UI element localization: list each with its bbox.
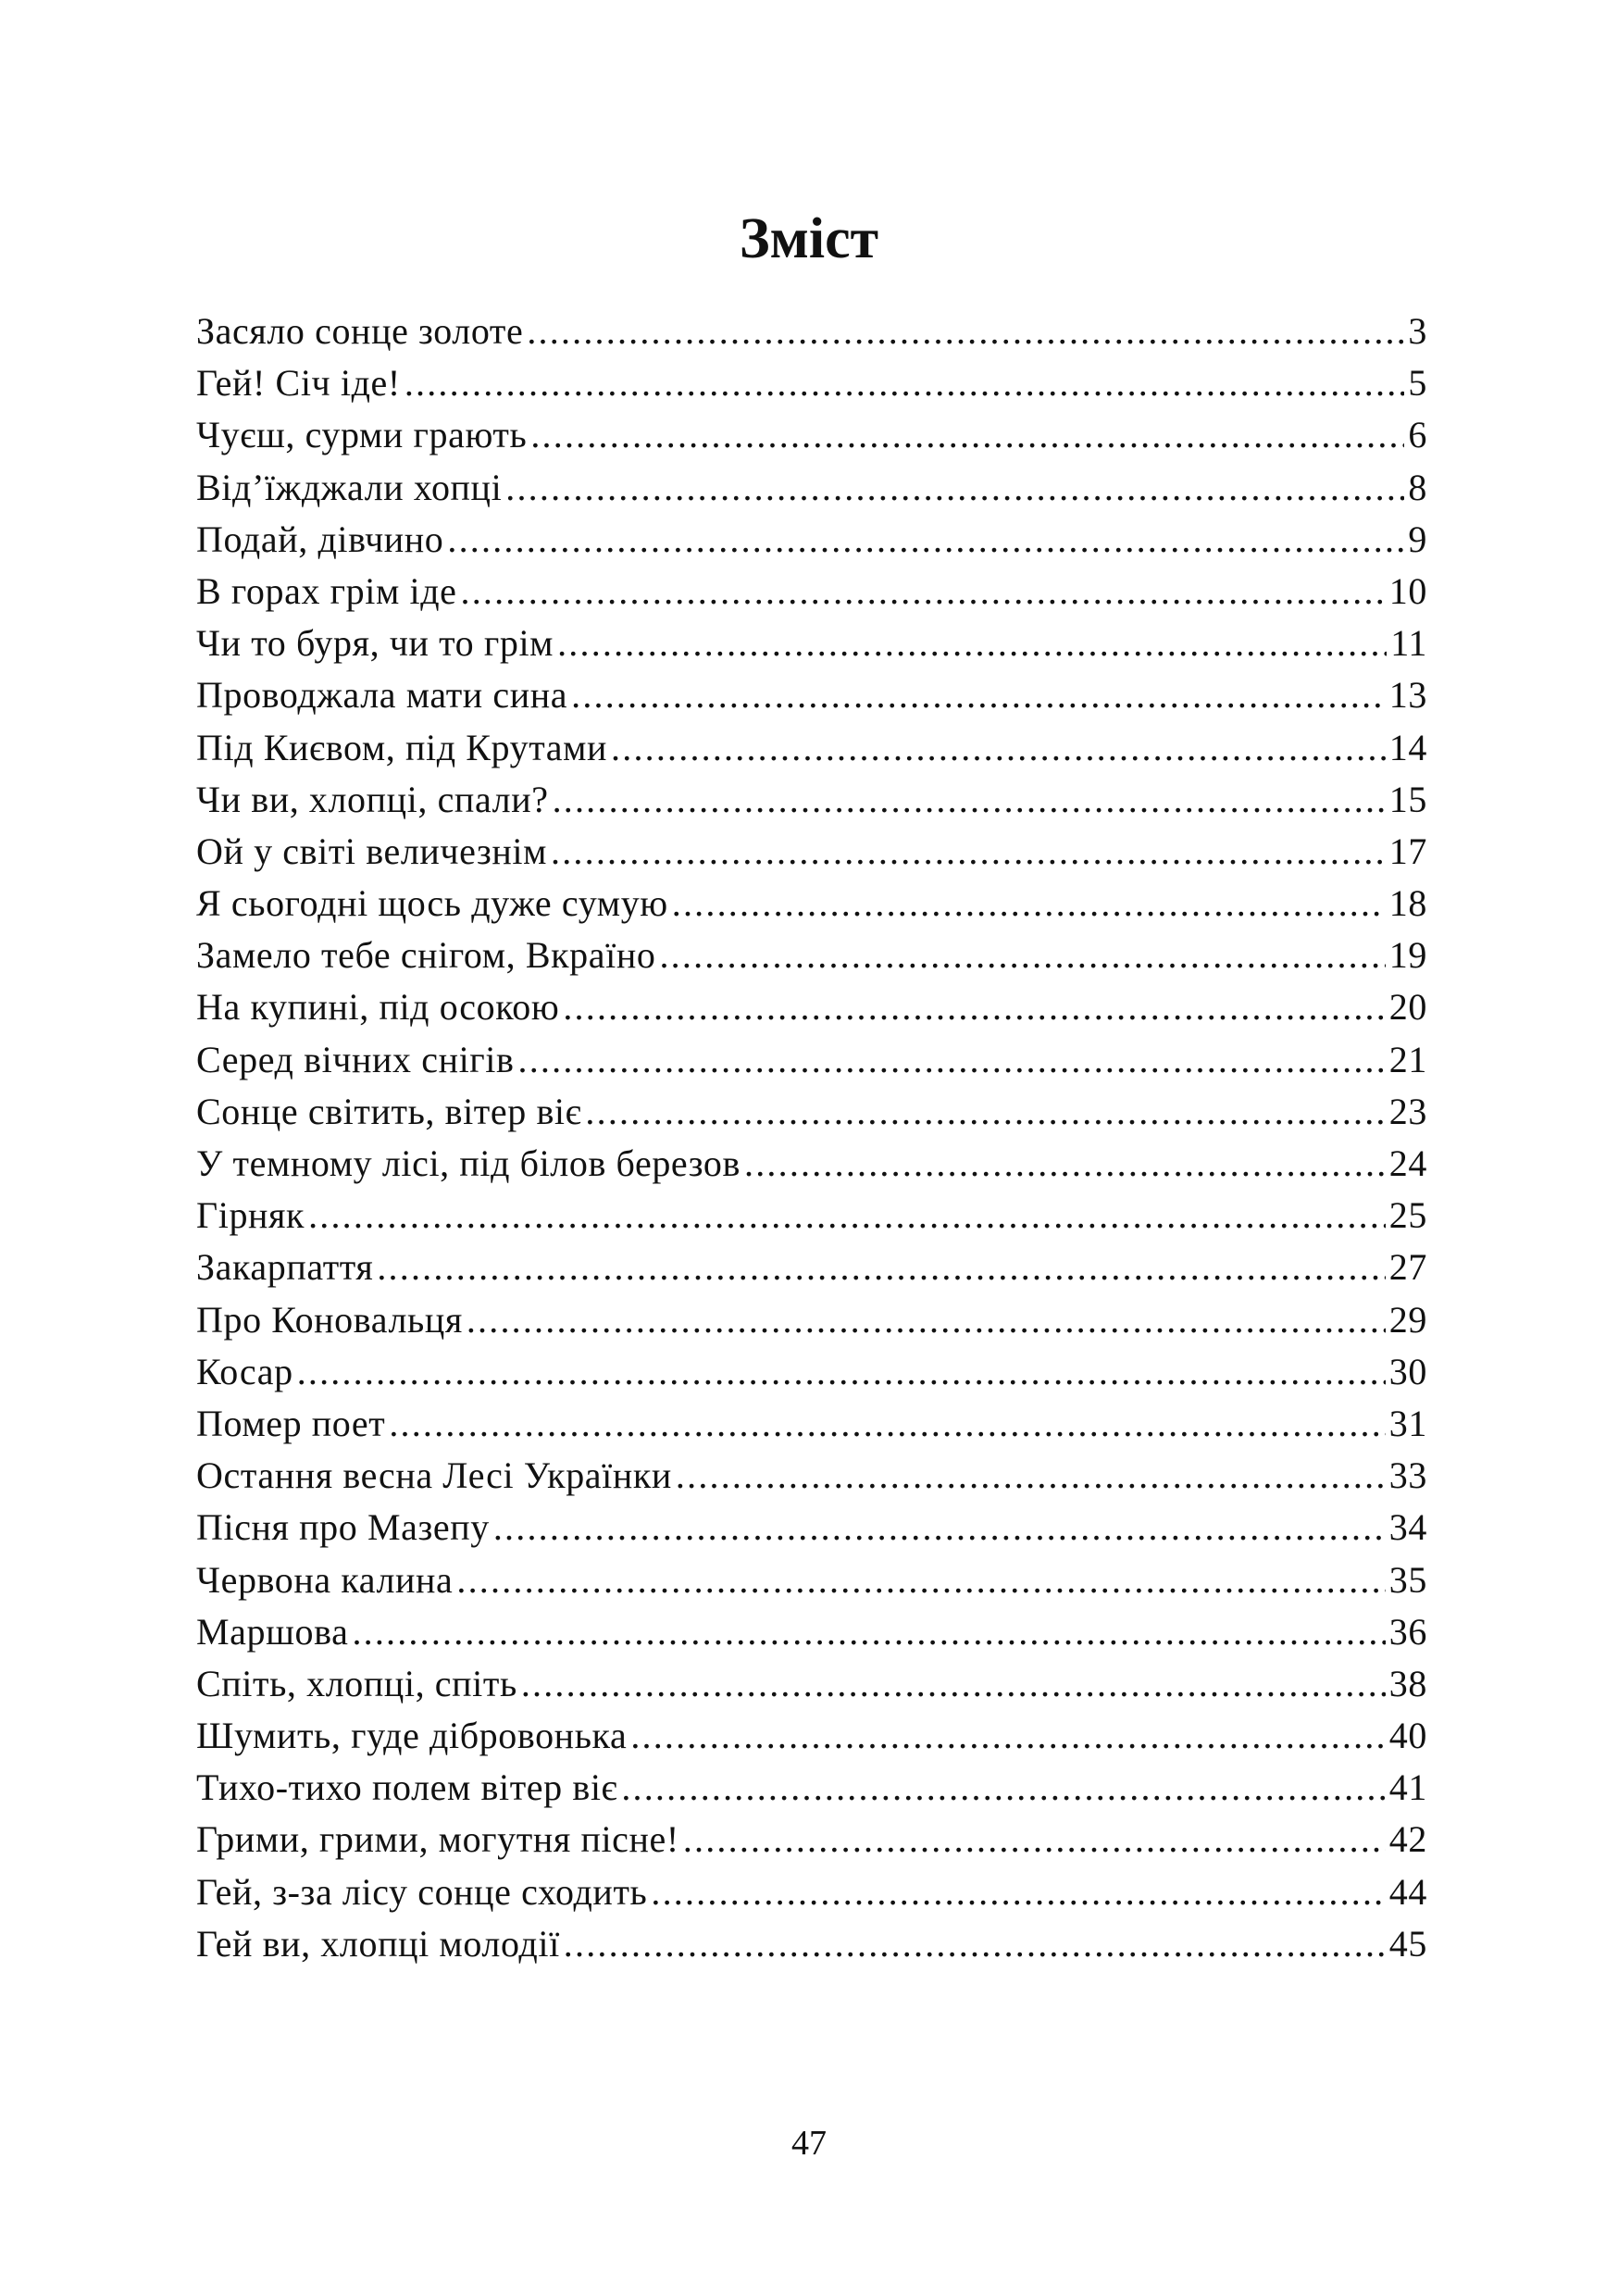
- toc-entry-title: У темному лісі, під білов березов: [196, 1142, 741, 1184]
- toc-dot-leader: [553, 774, 1386, 826]
- toc-entry: [196, 1762, 1427, 1814]
- toc-entry-title: Пісня про Мазепу: [196, 1506, 490, 1549]
- toc-entry-page: 25: [1388, 1194, 1427, 1237]
- toc-entry-title: Гей! Січ іде!: [196, 362, 401, 405]
- toc-entry: [196, 1398, 1427, 1450]
- toc-entry-title: Чуєш, сурми грають: [196, 414, 528, 456]
- toc-entry-page: 11: [1390, 622, 1427, 665]
- toc-dot-leader: [447, 514, 1404, 566]
- toc-dot-leader: [467, 1294, 1386, 1346]
- toc-entry-page: 41: [1388, 1766, 1427, 1809]
- toc-dot-leader: [564, 1918, 1386, 1970]
- toc-dot-leader: [521, 1658, 1386, 1710]
- toc-dot-leader: [530, 409, 1404, 461]
- toc-entry: [196, 409, 1427, 461]
- toc-entry-title: Гірняк: [196, 1194, 305, 1237]
- toc-entry: [196, 357, 1427, 409]
- toc-entry: [196, 566, 1427, 618]
- toc-entry-title: Ой у світі величезнім: [196, 830, 548, 872]
- toc-entry: [196, 1502, 1427, 1554]
- toc-entry-title: Косар: [196, 1350, 293, 1392]
- toc-entry: [196, 774, 1427, 826]
- toc-dot-leader: [505, 462, 1404, 514]
- toc-entry: [196, 981, 1427, 1033]
- toc-entry-page: 30: [1388, 1350, 1427, 1392]
- toc-dot-leader: [563, 981, 1385, 1033]
- toc-dot-leader: [461, 566, 1386, 618]
- toc-dot-leader: [651, 1866, 1385, 1918]
- toc-entry-page: 27: [1388, 1246, 1427, 1289]
- toc-dot-leader: [585, 1086, 1385, 1138]
- toc-dot-leader: [493, 1502, 1386, 1554]
- toc-entry: [196, 1294, 1427, 1346]
- toc-entry-title: Серед вічних снігів: [196, 1038, 515, 1080]
- toc-entry-title: Остання весна Лесі Українки: [196, 1454, 672, 1497]
- toc-dot-leader: [377, 1242, 1385, 1293]
- toc-entry-title: Чи ви, хлопці, спали?: [196, 778, 549, 820]
- toc-dot-leader: [630, 1710, 1385, 1762]
- toc-entry: [196, 826, 1427, 878]
- toc-entry: [196, 1138, 1427, 1190]
- toc-entry-page: 8: [1408, 466, 1427, 508]
- toc-entry-title: Шумить, гуде дібровонька: [196, 1715, 628, 1757]
- toc-dot-leader: [683, 1814, 1386, 1866]
- toc-entry-page: 5: [1408, 362, 1427, 405]
- toc-entry-title: Гей, з-за лісу сонце сходить: [196, 1870, 648, 1913]
- toc-entry-page: 23: [1388, 1090, 1427, 1132]
- toc-entry-page: 3: [1408, 310, 1427, 352]
- toc-entry-title: Маршова: [196, 1610, 349, 1653]
- toc-dot-leader: [308, 1190, 1386, 1242]
- toc-entry-page: 45: [1388, 1922, 1427, 1965]
- toc-entry-title: Подай, дівчино: [196, 518, 444, 560]
- toc-entry-page: 10: [1388, 569, 1427, 612]
- toc-dot-leader: [352, 1606, 1385, 1658]
- toc-entry-page: 35: [1388, 1558, 1427, 1601]
- toc-entry: [196, 462, 1427, 514]
- toc-dot-leader: [551, 826, 1386, 878]
- toc-entry-page: 42: [1388, 1818, 1427, 1861]
- toc-entry: [196, 1918, 1427, 1970]
- toc-entry-page: 19: [1388, 934, 1427, 977]
- toc-entry-page: 9: [1408, 518, 1427, 560]
- toc-entry: [196, 1034, 1427, 1086]
- toc-dot-leader: [389, 1398, 1385, 1450]
- toc-entry: [196, 1450, 1427, 1502]
- toc-entry: [196, 514, 1427, 566]
- toc-entry-page: 40: [1388, 1715, 1427, 1757]
- toc-entry-title: Замело тебе снігом, Вкраїно: [196, 934, 656, 977]
- toc-entry: [196, 1190, 1427, 1242]
- toc-entry: [196, 722, 1427, 774]
- toc-dot-leader: [527, 306, 1404, 357]
- toc-entry-title: Проводжала мати сина: [196, 674, 568, 717]
- page-number: 47: [791, 2124, 827, 2163]
- toc-entry: [196, 930, 1427, 981]
- toc-entry-title: В горах грім іде: [196, 569, 457, 612]
- toc-entry-page: 15: [1388, 778, 1427, 820]
- toc-entry-page: 24: [1388, 1142, 1427, 1184]
- toc-entry: [196, 1346, 1427, 1398]
- toc-entry: [196, 1554, 1427, 1606]
- toc-entry-page: 20: [1388, 986, 1427, 1029]
- toc-dot-leader: [456, 1554, 1385, 1606]
- toc-entry-page: 44: [1388, 1870, 1427, 1913]
- toc-dot-leader: [404, 357, 1405, 409]
- toc-dot-leader: [744, 1138, 1386, 1190]
- toc-entry-title: Червона калина: [196, 1558, 454, 1601]
- toc-entry-page: 29: [1388, 1298, 1427, 1341]
- toc-dot-leader: [297, 1346, 1386, 1398]
- toc-entry-page: 21: [1388, 1038, 1427, 1080]
- toc-dot-leader: [672, 878, 1386, 930]
- toc-entry-title: Помер поет: [196, 1402, 386, 1444]
- toc-entry: [196, 1866, 1427, 1918]
- toc-dot-leader: [571, 669, 1386, 721]
- toc-entry-page: 38: [1388, 1662, 1427, 1704]
- toc-entry-page: 36: [1388, 1610, 1427, 1653]
- toc-entry-page: 14: [1388, 726, 1427, 768]
- toc-entry: [196, 618, 1427, 669]
- toc-entry-page: 13: [1388, 674, 1427, 717]
- toc-entry-page: 17: [1388, 830, 1427, 872]
- toc-entry-page: 6: [1408, 414, 1427, 456]
- toc-entry: [196, 669, 1427, 721]
- toc-entry: [196, 1242, 1427, 1293]
- toc-entry-title: Тихо-тихо полем вітер віє: [196, 1766, 618, 1809]
- toc-entry-title: Чи то буря, чи то грім: [196, 622, 554, 665]
- toc-dot-leader: [611, 722, 1386, 774]
- toc-entry-page: 31: [1388, 1402, 1427, 1444]
- toc-entry-title: Сонце світить, вітер віє: [196, 1090, 582, 1132]
- toc-entry: [196, 878, 1427, 930]
- toc-dot-leader: [659, 930, 1385, 981]
- toc-entry-title: Спіть, хлопці, спіть: [196, 1662, 517, 1704]
- toc-entry-page: 33: [1388, 1454, 1427, 1497]
- toc-entry: [196, 1658, 1427, 1710]
- toc-entry: [196, 306, 1427, 357]
- toc-entry-title: Гей ви, хлопці молодії: [196, 1922, 560, 1965]
- toc-entry-title: Від’їжджали хопці: [196, 466, 503, 508]
- table-of-contents: [196, 306, 1427, 1970]
- toc-dot-leader: [676, 1450, 1386, 1502]
- toc-entry: [196, 1814, 1427, 1866]
- page-title: Зміст: [739, 207, 879, 270]
- toc-entry-title: Про Коновальця: [196, 1298, 463, 1341]
- toc-entry-title: Грими, грими, могутня пісне!: [196, 1818, 679, 1861]
- toc-dot-leader: [518, 1034, 1386, 1086]
- toc-dot-leader: [557, 618, 1387, 669]
- toc-entry-title: На купині, під осокою: [196, 986, 560, 1029]
- toc-entry-title: Під Києвом, під Крутами: [196, 726, 608, 768]
- toc-entry-title: Засяло сонце золоте: [196, 310, 524, 352]
- toc-entry-title: Закарпаття: [196, 1246, 374, 1289]
- toc-entry: [196, 1710, 1427, 1762]
- toc-entry-page: 34: [1388, 1506, 1427, 1549]
- toc-entry: [196, 1606, 1427, 1658]
- toc-entry-title: Я сьогодні щось дуже сумую: [196, 882, 668, 925]
- toc-entry-page: 18: [1388, 882, 1427, 925]
- toc-dot-leader: [621, 1762, 1385, 1814]
- toc-entry: [196, 1086, 1427, 1138]
